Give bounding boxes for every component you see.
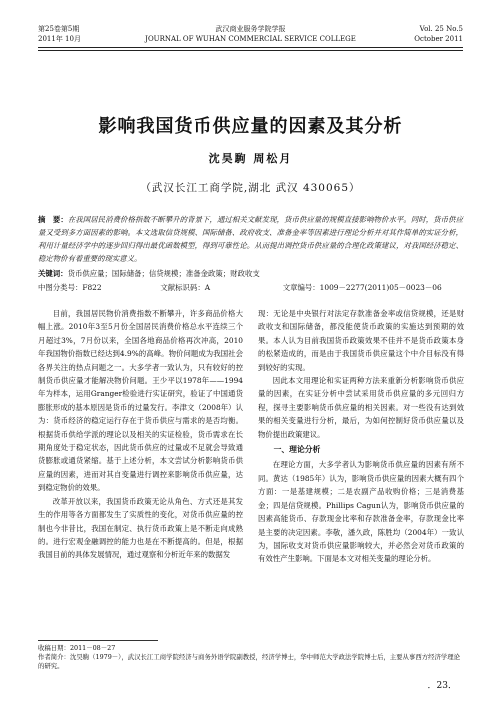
- received-date: 收稿日期：2011－08－27: [38, 644, 116, 652]
- date-line-en: October 2011: [414, 35, 463, 43]
- keywords-label: 关键词：: [38, 269, 68, 278]
- author-names: 沈昊駒 周松月: [208, 152, 293, 165]
- footnote-rule: [38, 640, 158, 641]
- volume-issue-en: [414, 24, 463, 44]
- date-line: 2011年 10月: [38, 35, 81, 43]
- body-paragraph: 改革开放以来，我国货币政策无论从角色、方式还是其发生的作用等各方面都发生了实质性的变化，对货币供应量的控制也今非昔比，我国在制定、执行货币政策上是不断走向成熟的。进行宏观金融调控的能力也是在不断提高的。但是，根据我国目前的具体发展情况，通过观察和分析近年来的数据发: [38, 496, 243, 560]
- author-affiliation: （武汉长江工商学院,湖北 武汉 430065）: [140, 182, 361, 194]
- section-heading: 一、理论分析: [273, 445, 321, 455]
- journal-name: [38, 24, 463, 44]
- journal-name-en: JOURNAL OF WUHAN COMMERCIAL SERVICE COLLEGE: [145, 35, 356, 43]
- author-bio: 作者简介：沈昊駒（1979－），武汉长江工商学院经济与商务外语学院副教授，经济学博士，华中师范大学政法学院博士后，主要从事西方经济学理论的研究。: [38, 653, 461, 670]
- right-column: [258, 307, 464, 566]
- header-rule: [38, 47, 463, 48]
- article-id: 文章编号：1009－2277(2011)05－0023－06: [282, 283, 442, 292]
- document-code: 文献标识码：A: [160, 283, 211, 292]
- classification-line: [38, 282, 463, 294]
- body-paragraph: 现：无论是中央银行对法定存款准备金率或信贷规模，还是财政收支和国际储备，都没能使货币政策的实施达到预期的效果。本人认为目前我国货币政策效果不佳并不是货币政策本身的松紧造成的，而是由于我国货币供应量这个中介目标没有得到较好的实现。: [258, 309, 464, 372]
- abstract-label: 摘 要：: [38, 215, 68, 224]
- left-column: [38, 307, 243, 562]
- page-number: ．23．: [427, 681, 457, 691]
- abstract-text: 在我国居民消费价格指数不断攀升的背景下，通过相关文献发现，货币供应量的规模直接影响物价水平。同时，货币供应量又受到多方面因素的影响。本文选取信贷规模、国际储备、政府收支、准备金率等因素进行理论分析并对其作简单的实证分析，利用计量经济学中的逐步回归得出最优函数模型，得到可靠性论。从而提出调控货币供应量的合理化政策建议，对我国经济稳定、稳定物价有着重要的现实意义。: [38, 215, 463, 263]
- running-header: [38, 24, 463, 62]
- volume-line: 第25卷第5期: [38, 25, 80, 33]
- journal-name-cn: 武汉商业服务学院学报: [215, 25, 286, 33]
- classification-code: 中图分类号：F822: [38, 283, 102, 292]
- footnote: [38, 640, 463, 671]
- volume-line-en: Vol. 25 No.5: [419, 25, 463, 33]
- body-paragraph: 在理论方面，大多学者认为影响货币供应量的因素有所不同。黄达（1985年）认为，影响货币供应量的因素大概有四个方面：一是基建规模；二是农副产品收购价格；三是消费基金；四是信贷规模。Phillips Cagun认为，影响货币供应量的因素高能货币、存款现金比率和存款准备金率，存款现金比率是主要的决定因素。李敬，潘久政，陈胜均（2004年）一致认为，国际收支对货币供应量影响较大，并必然会对货币政策的有效性产生影响。下面是本文对相关变量的理论分析。: [258, 460, 464, 564]
- body-paragraph: 目前，我国居民物价消费指数不断攀升，许多商品价格大幅上涨。2010年3至5月份全国居民消费价格总水平连续三个月超过3%，7月份以来，全国各地商品价格再次冲高，2010年我国物价指数已经达到4.9%的高峰。物价问题成为我国社会各界关注的热点问题之一。大多学者一致认为，只有较好的控制货币供应量才能解决物价问题。王少平以1978年——1994年为样本，运用Granger检验进行实证研究，验证了中国通货膨胀形成的基本原因是货币的过量发行。李津文（2008年）认为：货币经济的稳定运行存在于货币供应与需求的是否均衡。根据货币供给学派的理论以及相关的实证检验，货币需求在长期角度处于稳定状态，因此货币供应的过量或不足就会导致通货膨胀或通货紧缩。基于上述分析，本文尝试分析影响货币供应量的因素，进而对其自变量进行调控来影响货币供应量，达到稳定物价的效果。: [38, 309, 243, 493]
- paper-title: 影响我国货币供应量的因素及其分析: [98, 116, 403, 137]
- keywords-text: 货币供应量；国际储备；信贷规模；准备金政策；财政收支: [67, 269, 260, 278]
- abstract: [38, 213, 463, 265]
- keywords: [38, 268, 463, 280]
- body-paragraph: 因此本文用理论和实证两种方法来重新分析影响货币供应量的因素，在实证分析中尝试采用货币供应量的多元回归方程，探寻主要影响货币供应量的相关因素。对一些没有达到效果的相关变量进行分析，最后，为如何控制好货币供应量以及物价提出政策建议。: [258, 376, 464, 439]
- header-rule-thin: [38, 50, 463, 51]
